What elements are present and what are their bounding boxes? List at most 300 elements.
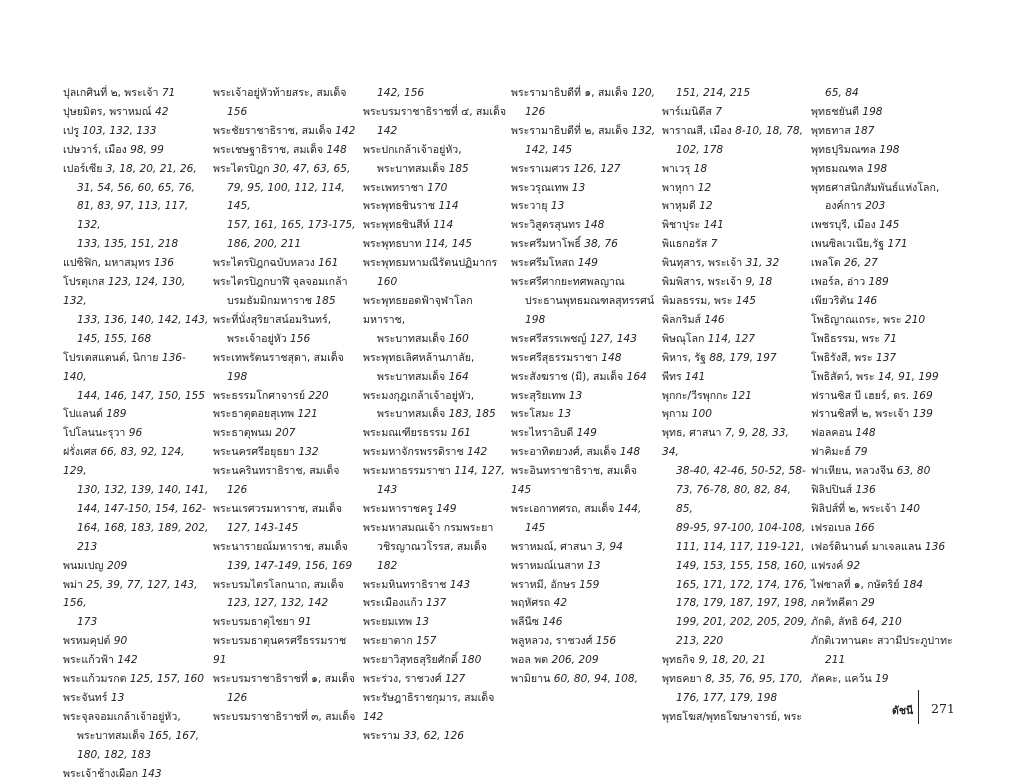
index-term: พาเวรุ <box>662 162 691 175</box>
page-references: 142, 156 <box>377 87 425 99</box>
index-entry <box>811 368 957 387</box>
index-entry <box>662 160 808 179</box>
index-term: เฟอร์ดินานด์ มาเจลแลน <box>811 540 922 553</box>
index-entry <box>811 273 957 292</box>
index-entry <box>511 254 657 273</box>
index-entry <box>363 538 509 576</box>
index-entry <box>363 632 509 651</box>
index-entry <box>511 500 657 519</box>
page-references: 31, 54, 56, 60, 65, 76, <box>77 181 195 194</box>
index-term: เปรู <box>63 124 80 137</box>
index-entry <box>811 197 957 216</box>
index-entry <box>811 613 957 632</box>
page-references: 136 <box>855 484 876 497</box>
index-entry <box>63 273 209 311</box>
page-references: 79, 95, 100, 112, 114, 145, <box>227 181 345 213</box>
page-references: 126 <box>227 484 248 497</box>
index-entry <box>662 216 808 235</box>
index-term: พระเมืองแก้ว <box>363 597 423 610</box>
page-references: 189 <box>106 408 127 421</box>
index-entry <box>662 632 808 651</box>
page-references: 12 <box>699 200 713 213</box>
page-references: 13 <box>550 200 565 213</box>
index-entry <box>511 538 657 557</box>
index-term: เปอร์เซีย <box>63 162 103 175</box>
index-entry <box>363 594 509 613</box>
index-entry <box>511 462 657 500</box>
index-term: พระแก้วฟ้า <box>63 654 115 667</box>
page-references: 209 <box>106 559 128 572</box>
page-references: 7 <box>710 238 718 251</box>
index-entry <box>662 103 808 122</box>
index-term: ฟาคิมะฮ์ <box>811 446 851 459</box>
index-entry <box>811 254 957 273</box>
index-entry <box>213 103 359 122</box>
index-term: พระบรมราชาธิราชที่ ๑, สมเด็จ <box>213 673 355 686</box>
index-entry <box>662 670 808 689</box>
index-entry <box>363 443 509 462</box>
page-references: 126, 127 <box>573 162 621 175</box>
index-entry <box>662 84 808 103</box>
index-term: พระจันทร์ <box>63 692 108 704</box>
index-entry <box>363 330 509 349</box>
index-entry <box>213 519 359 538</box>
page-references: 13 <box>110 692 125 704</box>
page-references: 73, 76-78, 80, 82, 84, 85, <box>676 484 792 515</box>
index-term: พระบาทสมเด็จ <box>377 162 446 175</box>
page-references: 141 <box>703 219 724 232</box>
index-term: พุทธชยันตี <box>811 105 859 118</box>
index-term: พุทธศาสนิกสัมพันธ์แห่งโลก, <box>811 181 940 194</box>
page-references: 156 <box>595 635 617 648</box>
index-term: พราหมณ์เนสาท <box>511 559 584 572</box>
index-term: พุทธปุริมณฑล <box>811 143 876 156</box>
index-entry <box>213 405 359 424</box>
index-entry <box>662 651 808 670</box>
page-references: 92 <box>846 559 861 572</box>
index-entry <box>811 311 957 330</box>
index-term: พิหาร, รัฐ <box>662 351 706 364</box>
index-entry <box>662 197 808 216</box>
index-entry <box>63 122 209 141</box>
index-entry <box>363 122 509 141</box>
index-term: พระสุริยเทพ <box>511 389 566 402</box>
index-entry <box>363 727 509 746</box>
index-term: พระบรมราชาธิราชที่ ๓, สมเด็จ <box>213 710 356 723</box>
index-entry <box>662 519 808 538</box>
index-term: ภควัทคีตา <box>811 597 858 610</box>
page-references: 169 <box>912 389 933 402</box>
index-entry <box>662 122 808 141</box>
index-term: พระมหาจักรพรรดิราช <box>363 446 464 459</box>
index-term: พระบรมธาตุนครศรีธรรมราช <box>213 635 347 648</box>
index-entry <box>811 632 957 651</box>
index-entry <box>213 254 359 273</box>
index-term: พระมณเฑียรธรรม <box>363 427 448 440</box>
index-term: พาร์เมนิดีส <box>662 105 712 118</box>
index-entry <box>811 160 957 179</box>
index-entry <box>363 292 509 330</box>
index-term: พาหุกา <box>662 181 695 194</box>
index-entry <box>63 481 209 500</box>
index-entry <box>811 405 957 424</box>
page-references: 180, 182, 183 <box>77 748 152 761</box>
index-entry <box>213 538 359 557</box>
index-term: พระมหาสมณเจ้า กรมพระยา <box>363 521 494 534</box>
index-term: พระราม <box>363 729 400 742</box>
page-references: 207 <box>275 427 296 440</box>
index-entry <box>662 708 808 727</box>
index-column-6 <box>811 84 957 689</box>
index-entry <box>811 216 957 235</box>
index-entry <box>662 481 808 519</box>
index-entry <box>63 103 209 122</box>
index-entry <box>511 368 657 387</box>
index-entry <box>363 179 509 198</box>
index-entry <box>63 613 209 632</box>
index-entry <box>363 500 509 519</box>
index-term: พระพุทธชินราช <box>363 200 436 213</box>
index-term: พระพุทธเลิศหล้านภาลัย, <box>363 351 475 364</box>
index-entry <box>363 387 509 406</box>
page-references: 88, 179, 197 <box>709 351 777 364</box>
page-references: 142 <box>377 124 398 137</box>
page-references: 149 <box>576 427 597 440</box>
index-term: พระไตรปิฎก <box>213 162 270 175</box>
index-entry <box>511 235 657 254</box>
index-entry <box>63 538 209 557</box>
page-references: 127, 143 <box>589 332 638 345</box>
index-entry <box>511 197 657 216</box>
index-term: พระธาตุดอยสุเทพ <box>213 408 295 421</box>
page-references: 71 <box>883 332 897 345</box>
page-references: 156 <box>227 105 248 118</box>
page-references: 91 <box>213 654 227 667</box>
index-term: โปโลนนะรุวา <box>63 427 126 440</box>
page-references: 183, 185 <box>448 408 496 421</box>
page-references: 136 <box>924 540 946 553</box>
index-entry <box>63 405 209 424</box>
index-entry <box>511 122 657 141</box>
page-references: 142, 145 <box>525 143 573 156</box>
page-references: 145, 155, 168 <box>77 332 152 345</box>
page-references: 64, 210 <box>861 616 902 629</box>
page-references: 12 <box>697 181 712 194</box>
index-entry <box>213 292 359 311</box>
page-references: 148 <box>855 427 876 440</box>
index-term: พิมพิสาร, พระเจ้า <box>662 276 742 289</box>
index-term: พระไหราอิบดี <box>511 427 574 440</box>
page-references: 7, 9, 28, 33, 34, <box>662 427 789 459</box>
index-entry <box>213 349 359 368</box>
index-entry <box>213 557 359 576</box>
index-entry <box>63 330 209 349</box>
page-references: 13 <box>587 559 601 572</box>
index-term: ฟอลคอน <box>811 427 853 440</box>
index-term: โพธิสัตว์, พระ <box>811 370 875 383</box>
index-column-3 <box>363 84 509 746</box>
index-entry <box>63 576 209 614</box>
index-term: พระบรมไตรโลกนาถ, สมเด็จ <box>213 578 344 591</box>
page-references: 164 <box>448 370 469 383</box>
index-entry <box>511 405 657 424</box>
index-entry <box>662 235 808 254</box>
index-entry <box>213 708 359 727</box>
page-references: 198 <box>866 162 888 175</box>
index-term: พาหุมดี <box>662 200 696 213</box>
index-term: พระบรมราชาธิราชที่ ๔, สมเด็จ <box>363 105 507 118</box>
index-entry <box>511 330 657 349</box>
index-entry <box>662 141 808 160</box>
page-references: 203 <box>865 200 886 213</box>
index-term: พระที่นั่งสุริยาสน์อมรินทร์, <box>213 313 332 326</box>
index-term: พามิยาน <box>511 673 551 686</box>
index-entry <box>363 651 509 670</box>
index-term: เพอร์ล, อ่าว <box>811 276 866 289</box>
index-term: โพธิรังสี, พระ <box>811 351 873 364</box>
index-entry <box>63 179 209 198</box>
index-entry <box>811 330 957 349</box>
page-references: 145 <box>525 521 546 534</box>
index-entry <box>811 103 957 122</box>
index-entry <box>363 216 509 235</box>
index-entry <box>511 670 657 689</box>
index-entry <box>811 557 957 576</box>
page-references: 18 <box>693 162 708 175</box>
index-entry <box>363 103 509 122</box>
index-term: พาราณสี, เมือง <box>662 124 732 137</box>
index-term: พราหมี, อักษร <box>511 578 576 591</box>
index-entry <box>811 576 957 595</box>
index-term: พระวรุณเทพ <box>511 181 569 194</box>
index-term: พระมหินทราธิราช <box>363 578 447 591</box>
page-references: 19 <box>875 673 889 686</box>
index-entry <box>811 122 957 141</box>
page-references: 137 <box>426 597 447 610</box>
page-references: 145 <box>879 219 900 232</box>
index-term: พระบรมธาตุไชยา <box>213 616 295 629</box>
index-term: พุทธมณฑล <box>811 162 864 175</box>
index-entry <box>662 368 808 387</box>
index-term: พราหมณ์, ศาสนา <box>511 540 593 553</box>
index-term: ภักติ, ลัทธิ <box>811 616 858 629</box>
index-entry <box>213 160 359 179</box>
index-entry <box>63 632 209 651</box>
index-term: พระศรีสุธรรมราชา <box>511 351 598 364</box>
page-references: 13 <box>415 616 430 629</box>
index-entry <box>511 632 657 651</box>
page-references: 143 <box>377 484 398 497</box>
index-term: โปรเตสแตนต์, นิกาย <box>63 351 159 364</box>
index-term: พุทธกิจ <box>662 654 696 667</box>
index-term: พระจุลจอมเกล้าเจ้าอยู่หัว, <box>63 710 181 723</box>
index-term: พระวายุ <box>511 200 548 213</box>
page-references: 148 <box>619 446 641 459</box>
page-references: 211 <box>825 654 846 667</box>
index-term: พระเชษฐาธิราช, สมเด็จ <box>213 143 324 156</box>
index-entry <box>213 689 359 708</box>
page-references: 111, 114, 117, 119-121, <box>676 540 805 553</box>
index-entry <box>662 613 808 632</box>
index-term: พระพุทธชินสีห์ <box>363 219 430 232</box>
index-term: แฟรงค์ <box>811 559 844 572</box>
page-references: 148 <box>584 219 605 232</box>
index-entry <box>662 538 808 557</box>
page-references: 213 <box>77 540 98 553</box>
index-entry <box>811 84 957 103</box>
page-references: 160 <box>448 332 469 345</box>
index-term: บรมธัมมิกมหาราช <box>227 294 312 307</box>
index-term: ประธานพุทธมณฑลสุทรรศน์ <box>525 294 655 307</box>
page-references: 114, 127, <box>454 465 505 478</box>
index-entry <box>511 103 657 122</box>
page-references: 123, 127, 132, 142 <box>227 597 329 610</box>
index-entry <box>511 387 657 406</box>
index-term: พระเจ้าอยู่หัวท้ายสระ, สมเด็จ <box>213 87 347 99</box>
page-references: 79 <box>854 446 868 459</box>
index-entry <box>511 519 657 538</box>
index-entry <box>363 235 509 254</box>
index-term: ฟิลิปส์ที่ ๒, พระเจ้า <box>811 502 897 515</box>
index-entry <box>213 84 359 103</box>
index-term: พฤหัศรถ <box>511 597 551 610</box>
page-references: 184 <box>902 578 924 591</box>
index-term: พระยมเทพ <box>363 616 413 629</box>
index-entry <box>811 481 957 500</box>
page-references: 145 <box>511 484 532 497</box>
index-entry <box>662 330 808 349</box>
index-term: โปรตุเกส <box>63 276 105 289</box>
index-entry <box>213 424 359 443</box>
page-references: 146 <box>542 616 563 629</box>
index-term: ฟิลิปปินส์ <box>811 484 853 497</box>
index-term: พระโสมะ <box>511 408 555 421</box>
index-entry <box>363 689 509 727</box>
index-entry <box>63 708 209 727</box>
index-term: ภักติเวทานตะ สวามีประภูปาทะ <box>811 635 953 648</box>
index-term: พระบาทสมเด็จ <box>377 332 446 345</box>
index-entry <box>63 519 209 538</box>
index-term: พระไตรปิฎกบาฬี จุลจอมเกล้า <box>213 276 348 289</box>
index-entry <box>662 424 808 462</box>
page-references: 139 <box>912 408 933 421</box>
index-entry <box>213 500 359 519</box>
index-entry <box>363 141 509 160</box>
index-entry <box>63 311 209 330</box>
index-term: พระไตรปิฎกฉบับหลวง <box>213 257 315 270</box>
page-references: 164, 168, 183, 189, 202, <box>77 521 209 534</box>
index-entry <box>363 481 509 500</box>
index-term: พระมหาธรรมราชา <box>363 465 451 478</box>
index-term: พิชาปุระ <box>662 219 701 232</box>
index-term: พระพุทธมหามณีรัตนปฏิมากร <box>363 257 498 270</box>
index-entry <box>811 651 957 670</box>
index-entry <box>511 160 657 179</box>
index-entry <box>63 84 209 103</box>
page-references: 13 <box>557 408 572 421</box>
page-references: 38-40, 42-46, 50-52, 58- <box>676 465 806 478</box>
index-term: พนมเปญ <box>63 559 104 572</box>
page-references: 206, 209 <box>551 654 599 667</box>
page-references: 148 <box>601 351 622 364</box>
index-entry <box>662 557 808 576</box>
index-term: พระธาตุพนม <box>213 427 272 440</box>
page-references: 139, 147-149, 156, 169 <box>227 559 353 572</box>
page-references: 144, 146, 147, 150, 155 <box>77 389 206 402</box>
index-entry <box>811 349 957 368</box>
index-term: แปซิฟิก, มหาสมุทร <box>63 257 151 270</box>
index-entry <box>213 632 359 670</box>
page-references: 13 <box>571 181 586 194</box>
page-references: 42 <box>553 597 568 610</box>
page-references: 186, 200, 211 <box>227 238 302 251</box>
index-term: พอล พต <box>511 654 549 667</box>
index-term: พระวิสูตรสุนทร <box>511 219 581 232</box>
page-references: 146 <box>856 294 878 307</box>
index-entry <box>213 613 359 632</box>
page-number: 271 <box>931 701 955 716</box>
page-references: 8-10, 18, 78, <box>735 124 803 137</box>
page-references: 143 <box>141 767 162 780</box>
index-entry <box>511 613 657 632</box>
page-references: 9, 18, 20, 21 <box>698 654 766 667</box>
index-entry <box>363 368 509 387</box>
index-entry <box>662 254 808 273</box>
index-column-5 <box>662 84 808 727</box>
index-term: เพนซิลเวเนีย,รัฐ <box>811 238 885 251</box>
index-entry <box>213 462 359 481</box>
index-entry <box>63 254 209 273</box>
index-term: พระมหาราชครู <box>363 502 433 515</box>
page-references: 14, 91, 199 <box>877 370 939 383</box>
index-entry <box>63 424 209 443</box>
index-entry <box>811 387 957 406</box>
index-term: โพธิธรรม, พระ <box>811 332 881 345</box>
page-references: 210 <box>904 313 926 326</box>
page-references: 145 <box>735 294 756 307</box>
index-entry <box>213 273 359 292</box>
index-term: เฟรอเบล <box>811 521 852 534</box>
page-references: 180 <box>461 654 482 667</box>
index-term: ฝรั่งเศส <box>63 446 97 459</box>
index-term: พระนครินทราธิราช, สมเด็จ <box>213 465 340 478</box>
index-entry <box>662 349 808 368</box>
index-entry <box>213 311 359 330</box>
index-entry <box>63 727 209 746</box>
index-term: พระศรีมหาโพธิ์ <box>511 238 581 251</box>
index-term: พระเพทราชา <box>363 181 424 194</box>
index-entry <box>63 765 209 784</box>
index-entry <box>63 689 209 708</box>
page-references: 38, 76 <box>584 238 618 251</box>
page-references: 29 <box>861 597 875 610</box>
page-references: 130, 132, 139, 140, 141, <box>77 484 209 497</box>
page-references: 143 <box>449 578 471 591</box>
index-term: พระรัษฎาธิราชกุมาร, สมเด็จ <box>363 692 495 704</box>
page-references: 198 <box>862 105 883 118</box>
index-entry <box>511 179 657 198</box>
page-references: 198 <box>879 143 900 156</box>
page-references: 185 <box>448 162 469 175</box>
index-term: พลูหลวง, ราชวงศ์ <box>511 635 593 648</box>
index-entry <box>811 519 957 538</box>
index-entry <box>63 387 209 406</box>
index-entry <box>63 500 209 519</box>
index-entry <box>662 689 808 708</box>
index-entry <box>811 235 957 254</box>
index-entry <box>363 273 509 292</box>
index-term: เปษวาร์, เมือง <box>63 143 127 156</box>
